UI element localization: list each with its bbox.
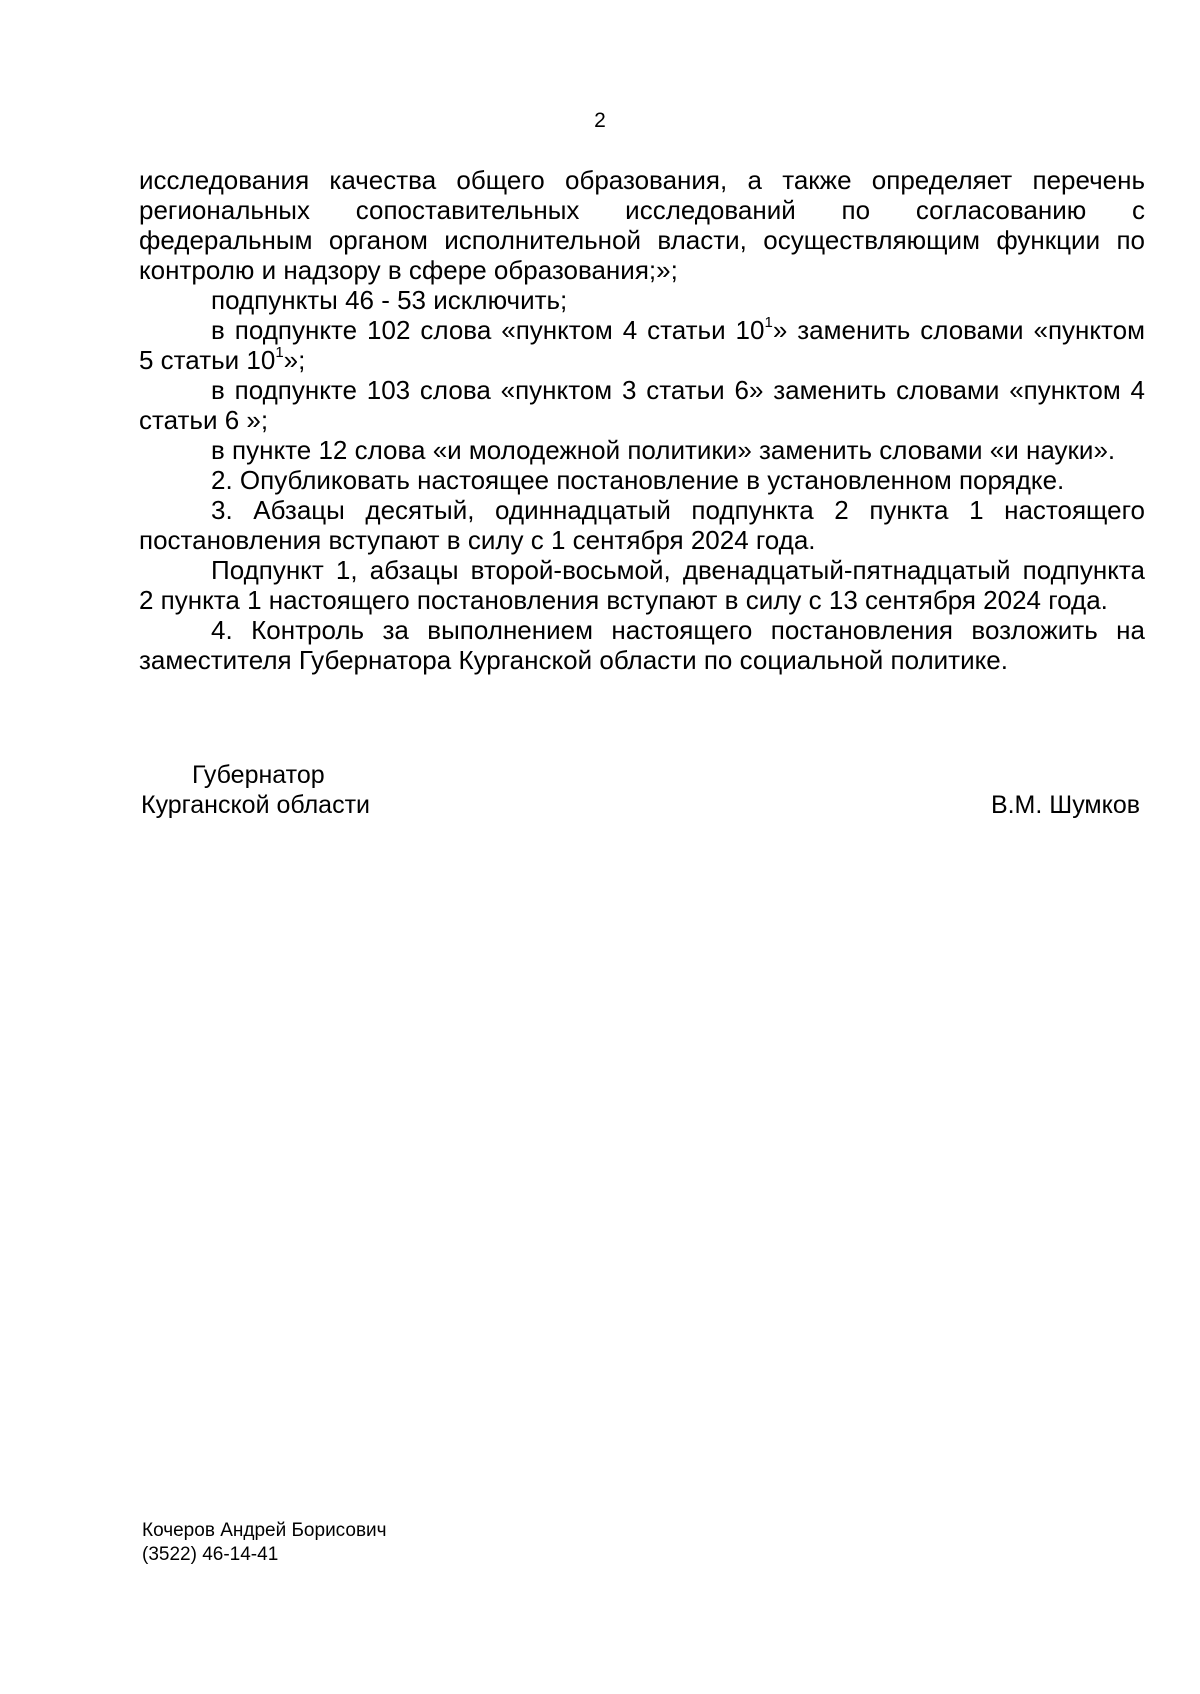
signer-name: В.М. Шумков xyxy=(990,791,1140,819)
executor-name: Кочеров Андрей Борисович xyxy=(142,1520,387,1541)
superscript: 1 xyxy=(764,314,773,332)
body-line: статьи 6 »; xyxy=(139,405,269,435)
page-number: 2 xyxy=(594,109,606,132)
body-line: 3. Абзацы десятый, одиннадцатый подпункта 2 пункта 1 настоящего xyxy=(211,495,1145,525)
body-line: заместителя Губернатора Курганской области по социальной политике. xyxy=(139,645,1008,675)
body-line: подпункты 46 - 53 исключить; xyxy=(211,285,568,315)
body-line: исследования качества общего образования, а также определяет перечень xyxy=(139,165,1145,195)
body-text: 5 статьи 10 xyxy=(139,345,276,375)
body-line xyxy=(211,315,1145,345)
body-line: контролю и надзору в сфере образования;»; xyxy=(139,255,678,285)
executor-phone: (3522) 46-14-41 xyxy=(142,1544,279,1565)
body-line: постановления вступают в силу с 1 сентября 2024 года. xyxy=(139,525,816,555)
signer-position-line1: Губернатор xyxy=(192,761,325,789)
body-text: »; xyxy=(283,345,306,375)
signer-position-line2: Курганской области xyxy=(141,791,371,819)
body-line: 4. Контроль за выполнением настоящего постановления возложить на xyxy=(211,615,1145,645)
body-line: 2 пункта 1 настоящего постановления вступают в силу с 13 сентября 2024 года. xyxy=(139,585,1108,615)
body-line: Подпункт 1, абзацы второй-восьмой, двенадцатый-пятнадцатый подпункта xyxy=(211,555,1145,585)
body-line: в пункте 12 слова «и молодежной политики» заменить словами «и науки». xyxy=(211,435,1116,465)
body-text: » заменить словами «пунктом xyxy=(772,315,1146,345)
body-text: в подпункте 102 слова «пунктом 4 статьи 10 xyxy=(211,315,765,345)
body-line: региональных сопоставительных исследований по согласованию с xyxy=(139,195,1145,225)
body-line xyxy=(139,345,305,375)
body-line: в подпункте 103 слова «пунктом 3 статьи 6» заменить словами «пунктом 4 xyxy=(211,375,1145,405)
superscript: 1 xyxy=(275,344,284,362)
body-line: 2. Опубликовать настоящее постановление в установленном порядке. xyxy=(211,465,1065,495)
body-line: федеральным органом исполнительной власти, осуществляющим функции по xyxy=(139,225,1145,255)
